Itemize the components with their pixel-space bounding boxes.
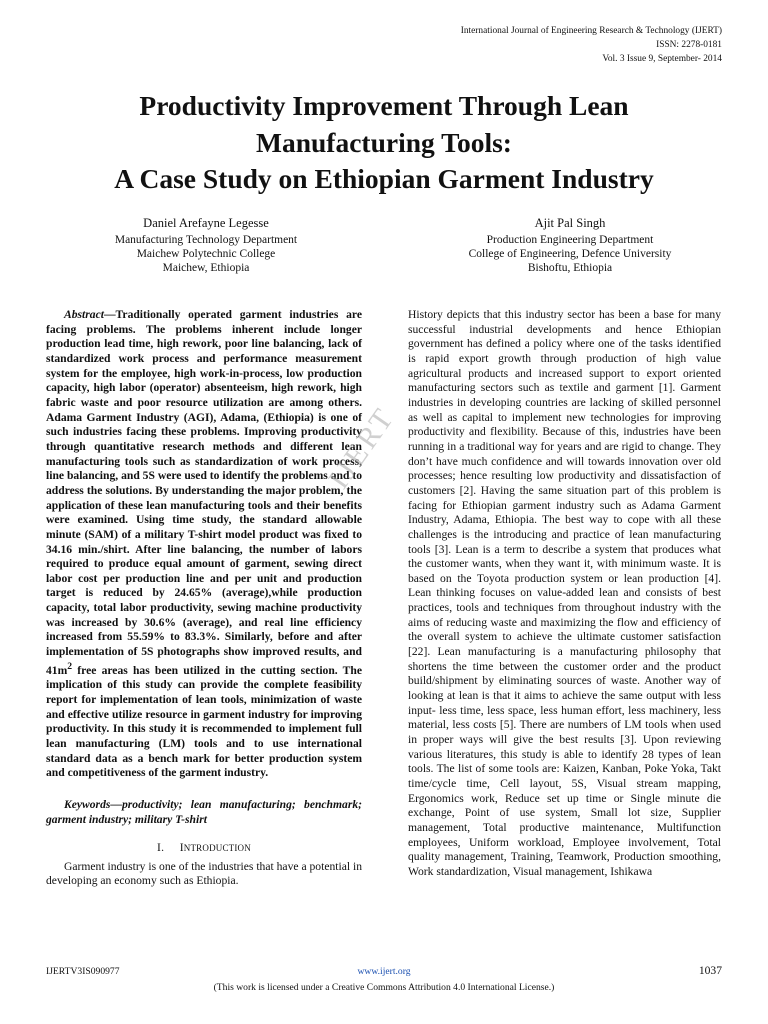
section-number: I. — [157, 841, 165, 855]
paper-title — [0, 88, 768, 198]
author-block-1 — [86, 216, 326, 275]
license-note: (This work is licensed under a Creative Commons Attribution 4.0 International License.) — [213, 982, 555, 993]
introduction-continued: History depicts that this industry sector has been a base for many successful industrial developments and hence Ethiopian government has defined a policy where one of the tasks identified is rapid export growth through production of high value agricultural products and increased support to export oriented manufacturing sectors such as textile and garment [1]. Garment industries in developing countries are lacking of skilled personnel as well as capital to implement new technologies for improving productivity and flexibility. Because of this, industries have been running in a traditional way for years and are rigid to change. They don’t have much confidence and will towards innovation over old processes; hence resulting low productivity and dissatisfaction of customers [2]. Having the same situation part of this problem is facing for Ethiopian garment industry such as Adama Garment Industry, Adama, Ethiopia. The best way to cope with all these challenges is the introducing and practice of lean manufacturing tools [3]. Lean is a term to describe a system that produces what the customer wants, when they want it, with minimum waste. It is based on the Toyota production system or lean production [4]. Lean thinking focuses on value-added lean and consists of best practices, tools and techniques from throughout industry with the aims of reducing waste and maximizing the flow and efficiency of the overall system to achieve the ultimate customer satisfaction [22]. Lean manufacturing is a manufacturing philosophy that shortens the time between the customer order and the product build/shipment by eliminating sources of waste. Another way of looking at lean is that it aims to achieve the same output with less input- less time, less space, less human effort, less machinery, less material, less costs [5]. There are numbers of LM tools when used in proper ways will give the best results [3]. Upon reviewing various literatures, this study is able to identify 28 types of lean tools. The list of some tools are: Kaizen, Kanban, Poke Yoka, Takt time/cycle time, Cell layout, 5S, Visual stream mapping, Ergonomics work, Reduce set up time or Single minute die exchange, Point of use system, Small lot size, Supplier management, Total productive maintenance, Multifunction employees, Uniform workload, Employee involvement, Total quality management, Training, Teamwork, Production smoothing, Work standardization, Visual management, Ishikawa — [408, 308, 721, 878]
section-heading-introduction — [46, 841, 362, 856]
author-location: Maichew, Ethiopia — [162, 262, 250, 274]
page-number: 1037 — [698, 964, 722, 977]
title-line-1: Productivity Improvement Through Lean — [139, 90, 629, 121]
abstract-text-2: free areas has been utilized in the cutting section. The implication of this study can provide the complete feasibility report for implementation of lean tools, minimization of waste and effective utilize resource in garment industry for improving productivity. In this study it is recommended to implement full lean manufacturing (LM) tools and to use international standard data as a bench mark for better production system and competitiveness of the garment industry. — [46, 663, 362, 780]
footer-url-link[interactable]: www.ijert.org — [357, 966, 411, 977]
abstract — [46, 308, 362, 781]
author-organization: Maichew Polytechnic College — [136, 248, 276, 260]
abstract-superscript: 2 — [67, 660, 73, 672]
section-title-rest: NTRODUCTION — [183, 843, 251, 854]
keywords: Keywords—productivity; lean manufacturing; benchmark; garment industry; military T-shirt — [46, 797, 362, 826]
ijert-watermark: IJERT — [322, 401, 402, 495]
journal-issn: ISSN: 2278-0181 — [656, 40, 722, 50]
right-column — [408, 308, 721, 880]
abstract-label: Abstract — [64, 308, 104, 321]
journal-header — [461, 24, 722, 66]
title-line-3: A Case Study on Ethiopian Garment Industry — [114, 163, 654, 194]
author-block-2 — [432, 216, 708, 275]
author-name: Daniel Arefayne Legesse — [143, 216, 269, 230]
journal-name: International Journal of Engineering Research & Technology (IJERT) — [460, 26, 722, 36]
page-footer — [46, 964, 722, 1004]
journal-volume: Vol. 3 Issue 9, September- 2014 — [602, 54, 722, 64]
introduction-paragraph: Garment industry is one of the industries that have a potential in developing an economy such as Ethiopia. — [46, 859, 362, 888]
title-line-2: Manufacturing Tools: — [256, 126, 512, 158]
section-title-initial: I — [179, 841, 184, 855]
abstract-text-1: —Traditionally operated garment industries are facing problems. The problems inherent include longer production lead time, high rework, poor line balancing, lack of standardized work process and performance measurement system for the employee, high work-in-process, low production capacity, high labor (operator) absenteeism, high rework, high fabric waste and poor resource utilization are among others. Adama Garment Industry (AGI), Adama, (Ethiopia) is one of such industries facing these problems. Improving productivity through quantitative research methods and different lean manufacturing tools such as standardization of work process, line balancing, and 5S were used to identify the problems and to address the solutions. By understanding the major problem, the application of these lean manufacturing tools and their benefits were examined. Using time study, the standard allowable minute (SAM) of a military T-shirt model product was fixed to 34.16 min./shirt. After line balancing, the number of labors required to produce equal amount of garment, sewing direct labor cost per production line and per unit and production target is reduced by 24.65% (average),while production capacity, total labor productivity, sewing machine productivity was increased by 30.6% (average), and real line efficiency increased from 55.59% to 83.3%. Similarly, before and after implementation of 5S photographs show improved results, and 41m — [46, 308, 362, 677]
author-department: Manufacturing Technology Department — [114, 234, 298, 246]
left-column — [46, 308, 362, 889]
footer-paper-id: IJERTV3IS090977 — [46, 966, 120, 977]
author-location: Bishoftu, Ethiopia — [527, 262, 613, 274]
author-department: Production Engineering Department — [486, 234, 654, 246]
author-organization: College of Engineering, Defence University — [468, 248, 672, 260]
author-name: Ajit Pal Singh — [534, 216, 606, 230]
